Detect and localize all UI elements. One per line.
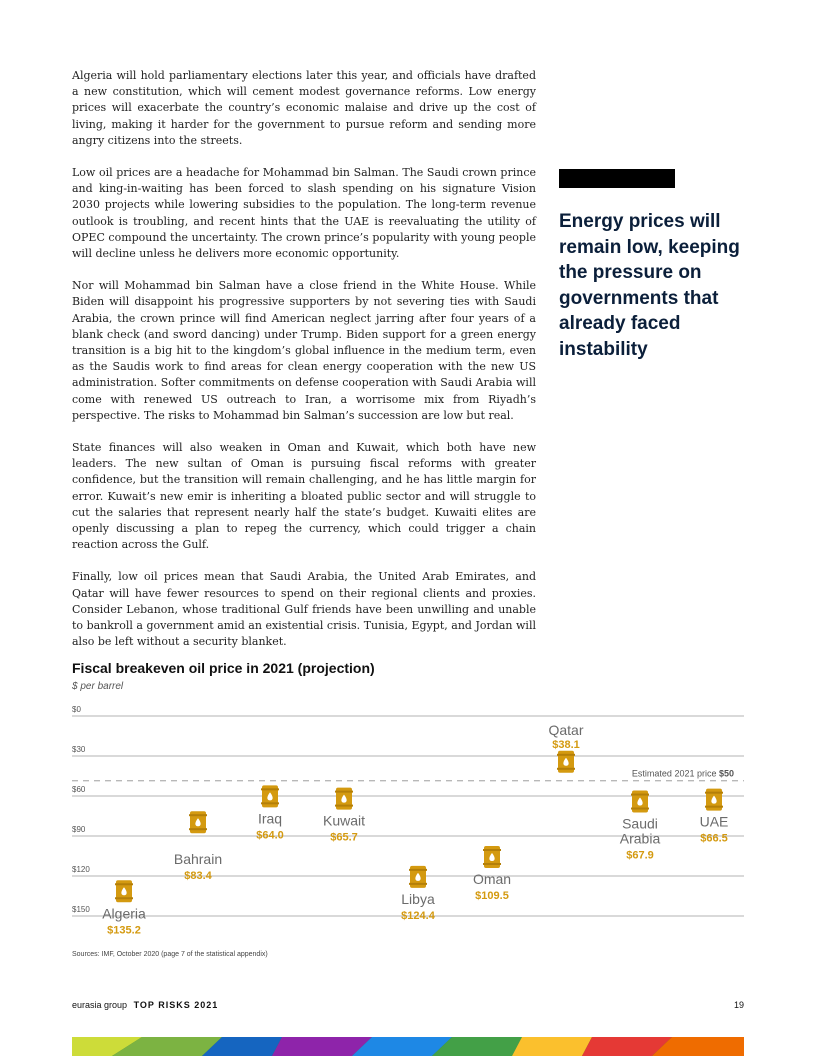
oil-barrel-icon bbox=[261, 785, 279, 807]
redacted-block bbox=[559, 169, 675, 188]
oil-barrel-icon bbox=[409, 866, 427, 888]
barrel-algeria bbox=[116, 880, 132, 902]
oil-barrel-icon bbox=[557, 751, 575, 773]
barrel-rim bbox=[705, 806, 723, 808]
country-label-libya: Libya bbox=[401, 890, 435, 907]
oil-drop-icon bbox=[267, 792, 272, 800]
oil-drop-icon bbox=[341, 795, 346, 803]
country-label-oman: Oman bbox=[472, 870, 512, 887]
country-label-saudi-arabia-2: Arabia bbox=[619, 830, 661, 847]
y-tick-label: $60 bbox=[72, 784, 86, 794]
chart-title: Fiscal breakeven oil price in 2021 (projection) bbox=[72, 660, 375, 676]
barrel-rim bbox=[115, 897, 133, 899]
oil-barrel-icon bbox=[189, 811, 207, 833]
country-label-uae: UAE bbox=[699, 813, 729, 830]
barrel-rim bbox=[631, 794, 649, 796]
footer-brand bbox=[72, 1000, 218, 1010]
y-tick-label: $0 bbox=[72, 705, 81, 714]
oil-barrel-icon bbox=[631, 791, 649, 813]
barrel-saudi-arabia bbox=[632, 791, 648, 813]
brand-name: eurasia group bbox=[72, 1000, 128, 1010]
country-label-qatar: Qatar bbox=[548, 721, 584, 738]
pull-quote: Energy prices will remain low, keeping the pressure on governments that already faced instability bbox=[559, 211, 740, 360]
barrel-libya bbox=[410, 866, 426, 888]
value-label-kuwait: $65.7 bbox=[330, 831, 358, 844]
paragraph-saudi-salman: Low oil prices are a headache for Mohammad bin Salman. The Saudi crown prince and king-in-waiting has been forced to slash spending on his signature Vision 2030 projects while lowering subsidies to the population. The long-term revenue outlook is troubling, and recent hints that the UAE is reevaluating the utility of OPEC compound the uncertainty. The crown prince’s popularity with young people will decline unless he delivers more economic opportunity. bbox=[72, 166, 536, 261]
barrel-rim bbox=[557, 754, 575, 756]
barrel-uae bbox=[706, 789, 722, 811]
value-label-uae: $66.5 bbox=[700, 832, 728, 845]
barrel-rim bbox=[409, 869, 427, 871]
barrel-rim bbox=[261, 802, 279, 804]
barrel-rim bbox=[189, 828, 207, 830]
oil-drop-icon bbox=[711, 796, 716, 804]
country-label-iraq: Iraq bbox=[257, 810, 283, 827]
value-label-saudi-arabia: $67.9 bbox=[626, 849, 654, 862]
page-number: 19 bbox=[733, 1000, 744, 1010]
barrel-rim bbox=[483, 849, 501, 851]
country-label-kuwait: Kuwait bbox=[322, 812, 366, 829]
barrel-qatar bbox=[558, 751, 574, 773]
country-label-saudi-arabia: Saudi bbox=[622, 815, 658, 832]
barrel-rim bbox=[705, 792, 723, 794]
barrel-rim bbox=[409, 883, 427, 885]
report-title: TOP RISKS 2021 bbox=[133, 1000, 219, 1010]
barrel-kuwait bbox=[336, 788, 352, 810]
oil-drop-icon bbox=[637, 798, 642, 806]
value-label-bahrain: $83.4 bbox=[184, 870, 212, 883]
value-label-qatar: $38.1 bbox=[552, 738, 580, 751]
barrel-bahrain bbox=[190, 811, 206, 833]
oil-barrel-icon bbox=[335, 788, 353, 810]
value-label-algeria: $135.2 bbox=[107, 924, 141, 937]
chart-unit-label: $ per barrel bbox=[72, 681, 124, 692]
y-tick-label: $90 bbox=[72, 824, 86, 834]
reference-line-value: $50 bbox=[718, 768, 734, 779]
barrel-oman bbox=[484, 846, 500, 868]
barrel-iraq bbox=[262, 785, 278, 807]
value-label-libya: $124.4 bbox=[401, 909, 435, 922]
y-tick-label: $150 bbox=[72, 904, 90, 914]
oil-barrel-icon bbox=[483, 846, 501, 868]
oil-drop-icon bbox=[195, 818, 200, 826]
paragraph-algeria: Algeria will hold parliamentary elections later this year, and officials have drafted a new constitution, which will cement modest governance reforms. Low energy prices will exacerbate the country’s economic malaise and drive up the cost of living, making it harder for the government to pursue reform and sending more angry citizens into the streets. bbox=[72, 69, 536, 147]
barrel-rim bbox=[335, 805, 353, 807]
oil-drop-icon bbox=[489, 853, 494, 861]
y-tick-label: $120 bbox=[72, 864, 90, 874]
barrel-rim bbox=[631, 808, 649, 810]
oil-drop-icon bbox=[563, 758, 568, 766]
source-note: Sources: IMF, October 2020 (page 7 of the statistical appendix) bbox=[72, 951, 268, 958]
paragraph-oman-kuwait: State finances will also weaken in Oman and Kuwait, which both have new leaders. The new sultan of Oman is pursuing fiscal reforms with greater confidence, but the transition will remain challenging, and he has little margin for error. Kuwait’s new emir is inheriting a bloated public sector and will struggle to cut the salaries that represent nearly half the state’s budget. Kuwaiti elites are openly discussing a plan to repeg the currency, which could trigger a chain reaction across the Gulf. bbox=[72, 441, 536, 552]
body-text bbox=[72, 68, 536, 667]
barrel-rim bbox=[261, 788, 279, 790]
oil-drop-icon bbox=[415, 873, 420, 881]
barrel-rim bbox=[189, 814, 207, 816]
reference-line-text: Estimated 2021 price bbox=[631, 768, 719, 779]
paragraph-regional: Finally, low oil prices mean that Saudi Arabia, the United Arab Emirates, and Qatar will have fewer resources to spend on their regional clients and proxies. Consider Lebanon, whose traditional Gulf friends have been unwilling and unable to bankroll a government amid an existential crisis. Tunisia, Egypt, and Jordan will also be left without a security blanket. bbox=[72, 570, 536, 649]
decorative-color-band bbox=[72, 1037, 744, 1056]
paragraph-white-house: Nor will Mohammad bin Salman have a close friend in the White House. While Biden will disappoint his progressive supporters by not severing ties with Saudi Arabia, the crown prince will find American neglect jarring after four years of a blank check (and sword dancing) under Trump. Biden support for a green energy transition is a big hit to the kingdom’s global influence in the medium term, even as the Saudis work to find areas for clean energy cooperation with the new US administration. Softer commitments on defense cooperation with Saudi Arabia will come with renewed US outreach to Iran, a worrisome mix from Riyadh’s perspective. The risks to Mohammad bin Salman’s succession are low but real. bbox=[72, 279, 536, 422]
oil-drop-icon bbox=[121, 887, 126, 895]
barrel-rim bbox=[557, 768, 575, 770]
reference-line-label bbox=[632, 769, 734, 779]
barrel-rim bbox=[483, 863, 501, 865]
value-label-iraq: $64.0 bbox=[256, 829, 284, 842]
value-label-oman: $109.5 bbox=[475, 889, 509, 902]
oil-barrel-icon bbox=[115, 880, 133, 902]
country-label-algeria: Algeria bbox=[102, 905, 146, 922]
barrel-rim bbox=[335, 791, 353, 793]
barrel-rim bbox=[115, 883, 133, 885]
y-tick-label: $30 bbox=[72, 744, 86, 754]
oil-barrel-icon bbox=[705, 789, 723, 811]
country-label-bahrain: Bahrain bbox=[173, 851, 223, 868]
